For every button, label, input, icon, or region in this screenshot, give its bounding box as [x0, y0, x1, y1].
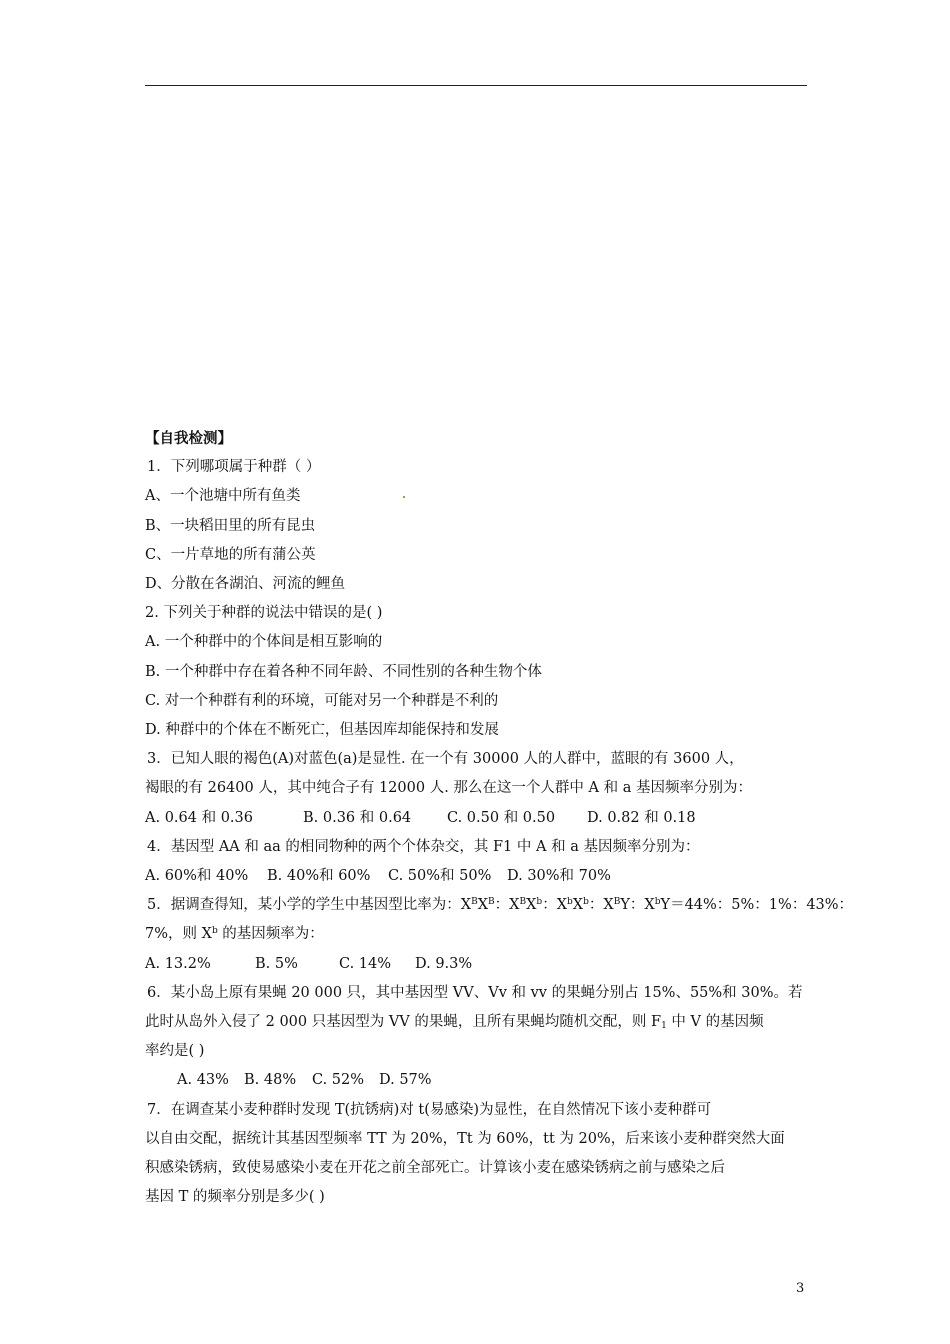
q7-stem-line3: 积感染锈病，致使易感染小麦在开花之前全部死亡。计算该小麦在感染锈病之前与感染之后: [145, 1160, 725, 1177]
q3-stem-line2: 褐眼的有 26400 人，其中纯合子有 12000 人. 那么在这一个人群中 A 和 a 基因频率分别为：: [145, 780, 752, 797]
q5-stem-line1: 5．据调查得知，某小学的学生中基因型比率为：$X^BX^B$：$X^BX^b$：$X^bX^b$：$X^BY$：$X^bY=44\%$：5%：1%：43%：: [147, 897, 854, 914]
q1-option-b: B、一块稻田里的所有昆虫: [145, 517, 316, 534]
q2-option-a: A. 一个种群中的个体间是相互影响的: [145, 634, 383, 651]
q6-options: [145, 1066, 810, 1095]
section-title: 【自我检测】: [145, 430, 232, 447]
header-rule: [145, 85, 807, 86]
q1-option-c: C、一片草地的所有蒲公英: [145, 546, 316, 563]
q6-option-b: B. 48%: [244, 1072, 297, 1089]
q2-option-b: B. 一个种群中存在着各种不同年龄、不同性别的各种生物个体: [145, 663, 542, 680]
q5-genotype-4: $X^BY$: [603, 897, 630, 914]
q5-genotype-2: $X^BX^b$: [509, 897, 543, 914]
q3-options: [145, 804, 810, 833]
q4-option-a: A. 60%和 40%: [145, 868, 249, 885]
q5-genotype-1: $X^BX^B$: [460, 897, 495, 914]
q6-option-d: D. 57%: [379, 1072, 432, 1089]
q5-option-c: C. 14%: [339, 955, 392, 972]
q6-stem-line2: 此时从岛外入侵了 2 000 只基因型为 VV 的果蝇，且所有果蝇均随机交配，则 $F_1$ 中 V 的基因频: [145, 1014, 764, 1032]
q3-option-a: A. 0.64 和 0.36: [145, 809, 253, 826]
q5-ratios: ＝44%：5%：1%：43%：: [670, 897, 854, 914]
q2-stem: 2. 下列关于种群的说法中错误的是( ): [145, 605, 383, 622]
q2-option-c: C. 对一个种群有利的环境，可能对另一个种群是不利的: [145, 692, 499, 709]
q4-options: [145, 862, 810, 891]
q1-stem: 1．下列哪项属于种群（ ）: [147, 459, 321, 476]
q3-option-c: C. 0.50 和 0.50: [447, 809, 556, 826]
q7-stem-line2: 以自由交配，据统计其基因型频率 TT 为 20%，Tt 为 60%，tt 为 20%，后来该小麦种群突然大面: [145, 1130, 785, 1147]
q6-stem-line1: 6．某小岛上原有果蝇 20 000 只，其中基因型 VV、Vv 和 vv 的果蝇分别占 15%、55%和 30%。若: [147, 984, 803, 1001]
q2-option-d: D. 种群中的个体在不断死亡，但基因库却能保持和发展: [145, 722, 499, 739]
q5-stem-line2: 7%，则 $X^b$ 的基因频率为：: [145, 926, 324, 943]
q5-genotype-3: $X^bX^b$: [556, 897, 589, 914]
q5-option-a: A. 13.2%: [145, 955, 211, 972]
page-number: 3: [796, 1281, 805, 1296]
q4-stem: 4．基因型 AA 和 aa 的相同物种的两个个体杂交，其 F1 中 A 和 a 基因频率分别为：: [147, 838, 700, 855]
q3-stem-line1: 3．已知人眼的褐色(A)对蓝色(a)是显性. 在一个有 30000 人的人群中，蓝眼的有 3600 人，: [147, 751, 744, 768]
q6-option-c: C. 52%: [312, 1072, 365, 1089]
scan-speck: [403, 496, 405, 498]
q7-stem-line1: 7．在调查某小麦种群时发现 T(抗锈病)对 t(易感染)为显性，在自然情况下该小麦种群可: [147, 1101, 712, 1118]
q5-option-b: B. 5%: [255, 955, 298, 972]
q4-option-d: D. 30%和 70%: [507, 868, 611, 885]
q6-stem-line3: 率约是( ): [145, 1043, 205, 1060]
q5-option-d: D. 9.3%: [415, 955, 473, 972]
q4-option-b: B. 40%和 60%: [267, 868, 371, 885]
q1-option-d: D、分散在各湖泊、河流的鲤鱼: [145, 576, 346, 593]
q5-genotype-5: $X^bY$: [644, 897, 671, 914]
q1-option-a: A、一个池塘中所有鱼类: [145, 488, 301, 505]
q3-option-d: D. 0.82 和 0.18: [587, 809, 696, 826]
q4-option-c: C. 50%和 50%: [388, 868, 492, 885]
q7-stem-line4: 基因 T 的频率分别是多少( ): [145, 1189, 325, 1206]
self-test-section: [145, 424, 854, 1212]
q3-option-b: B. 0.36 和 0.64: [303, 809, 412, 826]
q5-options: [145, 950, 810, 979]
q6-option-a: A. 43%: [177, 1072, 229, 1089]
